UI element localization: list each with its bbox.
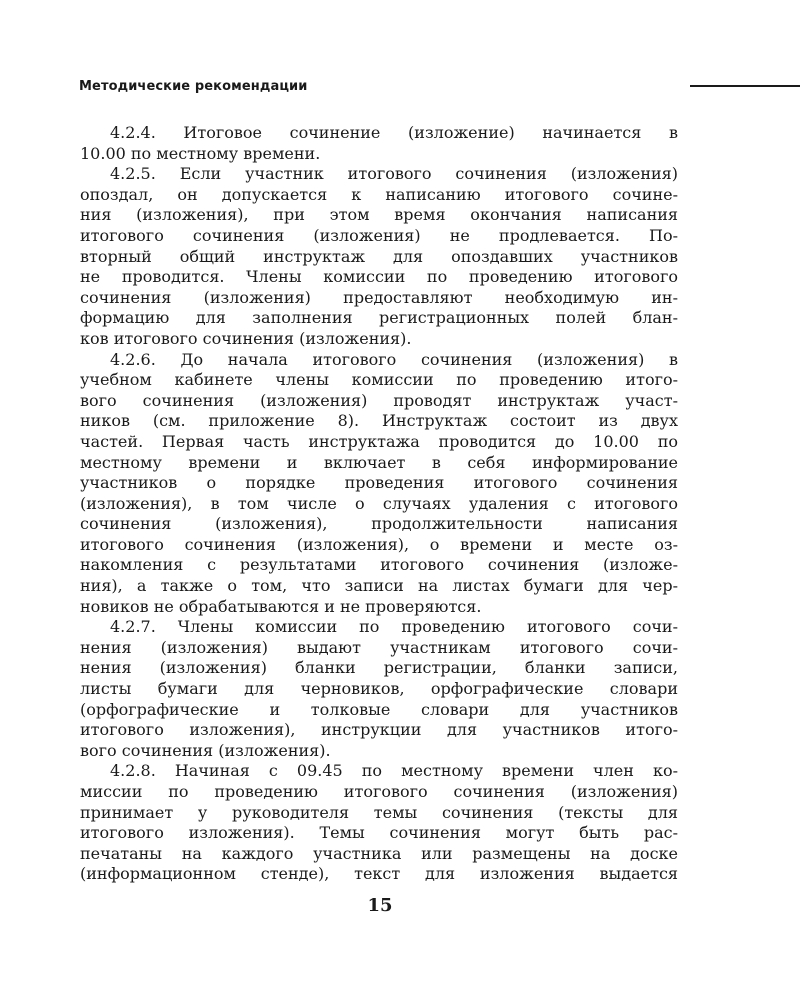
- text-line: участников о порядке проведения итогового сочинения: [80, 473, 678, 493]
- text-line: итогового изложения), инструкции для участников итого-: [80, 720, 678, 740]
- text-line: нения (изложения) выдают участникам итогового сочи-: [80, 637, 678, 657]
- text-line: не проводится. Члены комиссии по проведению итогового: [80, 267, 678, 287]
- text-line: ния), а также о том, что записи на листах бумаги для чер-: [80, 576, 678, 596]
- text-line: ния (изложения), при этом время окончания написания: [80, 205, 678, 225]
- text-line: новиков не обрабатываются и не проверяются.: [80, 596, 482, 616]
- text-line: ков итогового сочинения (изложения).: [80, 328, 412, 348]
- text-line: местному времени и включает в себя информирование: [80, 452, 678, 472]
- text-line: сочинения (изложения) предоставляют необходимую ин-: [80, 287, 678, 307]
- text-line: вторный общий инструктаж для опоздавших участников: [80, 246, 678, 266]
- text-line: учебном кабинете члены комиссии по проведению итого-: [80, 370, 678, 390]
- text-line: (орфографические и толковые словари для участников: [80, 699, 678, 719]
- text-line: итогового изложения). Темы сочинения могут быть рас-: [80, 823, 678, 843]
- text-line: опоздал, он допускается к написанию итогового сочине-: [80, 184, 678, 204]
- text-line: 4.2.6. До начала итогового сочинения (изложения) в: [110, 349, 678, 369]
- text-line: листы бумаги для черновиков, орфографические словари: [80, 679, 678, 699]
- text-line: принимает у руководителя темы сочинения (тексты для: [80, 802, 678, 822]
- text-line: сочинения (изложения), продолжительности написания: [80, 514, 678, 534]
- text-line: (изложения), в том числе о случаях удаления с итогового: [80, 493, 678, 513]
- text-line: вого сочинения (изложения) проводят инструктаж участ-: [80, 390, 678, 410]
- text-line: 4.2.5. Если участник итогового сочинения (изложения): [110, 164, 678, 184]
- body-text: [80, 123, 678, 885]
- text-line: 4.2.8. Начиная с 09.45 по местному времени член ко-: [110, 761, 678, 781]
- text-line: 10.00 по местному времени.: [80, 143, 321, 163]
- text-line: итогового сочинения (изложения) не продлевается. По-: [80, 225, 678, 245]
- text-line: миссии по проведению итогового сочинения (изложения): [80, 782, 678, 801]
- running-header: Методические рекомендации: [79, 79, 308, 94]
- text-line: 4.2.7. Члены комиссии по проведению итогового сочи-: [110, 617, 678, 637]
- text-line: печатаны на каждого участника или размещены на доске: [80, 843, 678, 863]
- text-line: частей. Первая часть инструктажа проводится до 10.00 по: [80, 431, 678, 451]
- header-rule: [690, 85, 800, 87]
- page-number: 15: [367, 895, 393, 916]
- text-line: нения (изложения) бланки регистрации, бланки записи,: [80, 658, 678, 678]
- text-line: (информационном стенде), текст для изложения выдается: [80, 864, 678, 884]
- text-line: вого сочинения (изложения).: [80, 740, 331, 760]
- text-line: 4.2.4. Итоговое сочинение (изложение) начинается в: [110, 123, 678, 142]
- text-line: накомления с результатами итогового сочинения (изложе-: [80, 555, 678, 575]
- text-line: итогового сочинения (изложения), о времени и месте оз-: [80, 534, 678, 554]
- text-line: формацию для заполнения регистрационных полей блан-: [80, 308, 678, 328]
- text-line: ников (см. приложение 8). Инструктаж состоит из двух: [80, 411, 678, 431]
